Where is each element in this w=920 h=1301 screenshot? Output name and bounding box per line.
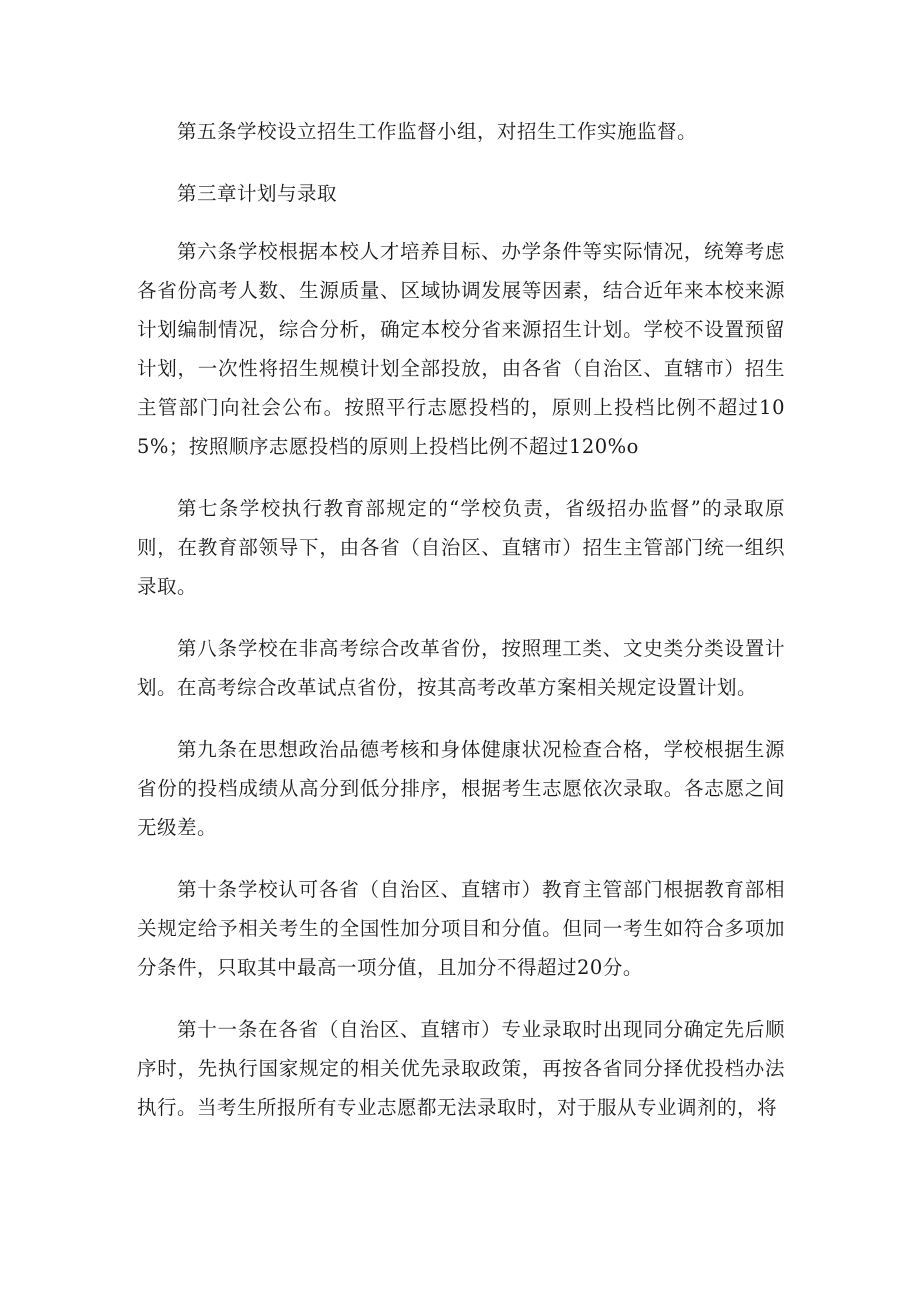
article-7-paragraph: 第七条学校执行教育部规定的“学校负责，省级招办监督”的录取原则，在教育部领导下，由各省（自治区、直辖市）招生主管部门统一组织录取。 bbox=[137, 497, 785, 598]
article-8-paragraph: 第八条学校在非高考综合改革省份，按照理工类、文史类分类设置计划。在高考综合改革试点省份，按其高考改革方案相关规定设置计划。 bbox=[137, 637, 785, 699]
article-6-paragraph: 第六条学校根据本校人才培养目标、办学条件等实际情况，统筹考虑各省份高考人数、生源质量、区域协调发展等因素，结合近年来本校来源计划编制情况，综合分析，确定本校分省来源招生计划。学校不设置预留计划，一次性将招生规模计划全部投放，由各省（自治区、直辖市）招生主管部门向社会公布。按照平行志愿投档的，原则上投档比例不超过105%；按照顺序志愿投档的原则上投档比例不超过120%o bbox=[137, 240, 785, 458]
article-11-paragraph: 第十一条在各省（自治区、直辖市）专业录取时出现同分确定先后顺序时，先执行国家规定的相关优先录取政策，再按各省同分择优投档办法执行。当考生所报所有专业志愿都无法录取时，对于服从专业调剂的，将 bbox=[137, 1018, 785, 1119]
article-5-paragraph: 第五条学校设立招生工作监督小组，对招生工作实施监督。 bbox=[177, 120, 698, 143]
article-10-paragraph: 第十条学校认可各省（自治区、直辖市）教育主管部门根据教育部相关规定给予相关考生的全国性加分项目和分值。但同一考生如符合多项加分条件，只取其中最高一项分值，且加分不得超过20分。 bbox=[137, 878, 785, 979]
document-body bbox=[137, 112, 785, 1150]
chapter-3-heading: 第三章计划与录取 bbox=[177, 182, 338, 205]
article-9-paragraph: 第九条在思想政治品德考核和身体健康状况检查合格，学校根据生源省份的投档成绩从高分到低分排序，根据考生志愿依次录取。各志愿之间无级差。 bbox=[137, 738, 785, 839]
